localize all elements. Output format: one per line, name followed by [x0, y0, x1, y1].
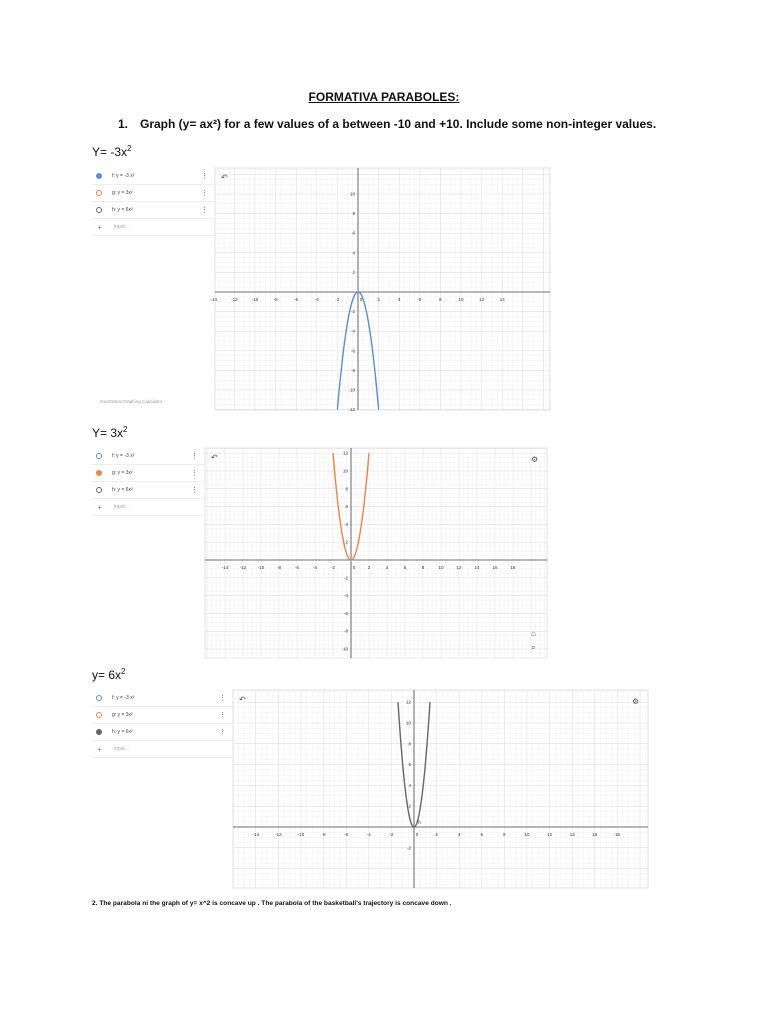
plus-icon[interactable]: + — [97, 502, 102, 512]
x-tick-label: -14 — [221, 565, 229, 570]
more-options-icon[interactable]: ⋮ — [219, 729, 226, 736]
y-tick-label: -10 — [348, 387, 355, 393]
x-tick-label: 12 — [547, 832, 553, 837]
y-tick-label: 6 — [408, 762, 411, 768]
algebra-view — [92, 448, 204, 658]
algebra-expression: g: y = 3x² — [112, 190, 133, 196]
x-tick-label: -6 — [294, 565, 300, 570]
x-tick-label: 12 — [456, 565, 462, 570]
section-label-exponent: 2 — [123, 425, 128, 434]
x-tick-label: 6 — [418, 297, 422, 302]
section-label-1 — [92, 144, 131, 159]
x-tick-label: -2 — [335, 297, 340, 302]
y-tick-label: 12 — [342, 450, 348, 456]
visibility-toggle-icon[interactable] — [96, 695, 102, 701]
x-tick-label: 16 — [492, 565, 498, 570]
geogebra-panel-2[interactable] — [92, 448, 547, 658]
x-tick-label: 14 — [474, 565, 480, 570]
plus-icon[interactable]: + — [97, 744, 102, 754]
x-tick-label: 0 — [415, 832, 419, 837]
y-tick-label: 10 — [342, 468, 348, 474]
graph-view[interactable] — [233, 690, 648, 888]
geogebra-panel-1[interactable] — [92, 168, 550, 413]
page-title: FORMATIVA PARABOLES: — [308, 90, 460, 104]
undo-icon[interactable]: ↶ — [221, 173, 228, 182]
x-tick-label: 8 — [439, 297, 442, 302]
algebra-input-row[interactable] — [92, 499, 204, 516]
x-tick-label: -12 — [239, 565, 247, 570]
x-tick-label: -8 — [273, 297, 278, 302]
x-tick-label: 8 — [503, 832, 506, 837]
algebra-expression: h: y = 6x² — [112, 207, 133, 213]
x-tick-label: 6 — [480, 832, 484, 837]
visibility-toggle-icon[interactable] — [96, 173, 102, 179]
visibility-toggle-icon[interactable] — [96, 207, 102, 213]
section-label-exponent: 2 — [127, 144, 132, 153]
more-options-icon[interactable]: ⋮ — [201, 207, 208, 214]
y-tick-label: 8 — [408, 741, 411, 747]
x-tick-label: -6 — [344, 832, 349, 837]
graph-view[interactable] — [210, 168, 550, 413]
x-tick-label: 12 — [479, 297, 485, 302]
x-tick-label: 16 — [592, 832, 598, 837]
y-tick-label: 8 — [345, 486, 348, 492]
x-tick-label: 18 — [614, 832, 620, 837]
x-tick-label: -4 — [312, 565, 318, 570]
y-tick-label: -12 — [348, 407, 355, 413]
x-tick-label: -2 — [330, 565, 336, 570]
undo-icon[interactable]: ↶ — [211, 453, 218, 462]
y-tick-label: 10 — [349, 191, 355, 197]
y-tick-label: -6 — [343, 610, 348, 616]
x-tick-label: -12 — [275, 832, 282, 837]
visibility-toggle-icon[interactable] — [96, 729, 102, 735]
algebra-input-row[interactable] — [92, 219, 214, 236]
x-tick-label: 6 — [403, 565, 407, 570]
y-tick-label: 6 — [352, 230, 355, 236]
y-tick-label: 8 — [352, 211, 355, 217]
y-tick-label: 4 — [345, 521, 348, 527]
x-tick-label: -2 — [389, 832, 394, 837]
geogebra-panel-3[interactable] — [92, 690, 648, 888]
input-placeholder[interactable]: Input... — [113, 746, 129, 752]
algebra-expression: f: y = -3 x² — [112, 453, 135, 459]
x-tick-label: 14 — [499, 297, 505, 302]
more-options-icon[interactable]: ⋮ — [201, 190, 208, 197]
section-label-text: Y= -3x — [92, 145, 128, 159]
settings-icon[interactable]: ⚙ — [531, 455, 539, 464]
algebra-expression: h: y = 6x² — [112, 729, 133, 735]
x-tick-label: 2 — [435, 832, 438, 837]
algebra-row[interactable] — [92, 482, 204, 499]
question-number: 1. — [118, 117, 129, 131]
visibility-toggle-icon[interactable] — [96, 487, 102, 493]
more-options-icon[interactable]: ⋮ — [191, 470, 198, 477]
more-options-icon[interactable]: ⋮ — [219, 695, 226, 702]
algebra-expression: f: y = -3 x² — [112, 695, 135, 701]
algebra-row[interactable] — [92, 168, 214, 185]
x-tick-label: -4 — [366, 832, 371, 837]
algebra-input-row[interactable] — [92, 741, 232, 758]
x-tick-label: 14 — [569, 832, 575, 837]
algebra-row[interactable] — [92, 202, 214, 219]
geogebra-watermark: GeoGebra Graphing Calculator — [100, 399, 163, 404]
home-icon[interactable]: ⌂ — [531, 629, 536, 638]
algebra-expression: g: y = 3x² — [112, 712, 133, 718]
y-tick-label: -4 — [350, 328, 355, 334]
x-tick-label: 4 — [457, 832, 461, 837]
y-tick-label: 2 — [352, 269, 355, 275]
x-tick-label: -4 — [314, 297, 319, 302]
point-label: h — [418, 820, 421, 826]
x-tick-label: 4 — [397, 297, 401, 302]
x-tick-label: 0 — [352, 565, 356, 570]
y-tick-label: -2 — [350, 309, 355, 315]
section-label-2 — [92, 425, 127, 440]
x-tick-label: -12 — [231, 297, 238, 302]
x-tick-label: -10 — [257, 565, 265, 570]
x-tick-label: -10 — [251, 297, 259, 302]
visibility-toggle-icon[interactable] — [96, 453, 102, 459]
algebra-row[interactable] — [92, 724, 232, 741]
algebra-row[interactable] — [92, 448, 204, 465]
y-tick-label: 2 — [408, 803, 411, 809]
x-tick-label: 2 — [367, 565, 371, 570]
algebra-row[interactable] — [92, 707, 232, 724]
question-text: Graph (y= ax²) for a few values of a between -10 and +10. Include some non-integer values. — [140, 117, 657, 131]
x-tick-label: 8 — [421, 565, 425, 570]
x-tick-label: 0 — [359, 297, 363, 302]
question-1 — [118, 117, 656, 131]
y-tick-label: -2 — [406, 845, 411, 851]
algebra-expression: g: y = 3x² — [112, 470, 133, 476]
y-tick-label: -6 — [350, 348, 355, 354]
algebra-expression: h: y = 6x² — [112, 487, 133, 493]
algebra-row[interactable] — [92, 690, 232, 707]
y-tick-label: 2 — [345, 539, 348, 545]
y-tick-label: -8 — [350, 367, 355, 373]
y-tick-label: 4 — [408, 782, 411, 788]
y-tick-label: -10 — [341, 646, 348, 652]
more-options-icon[interactable]: ⋮ — [219, 712, 226, 719]
x-tick-label: 4 — [385, 565, 389, 570]
input-placeholder[interactable]: Input... — [113, 504, 129, 510]
visibility-toggle-icon[interactable] — [96, 470, 102, 476]
x-tick-label: 2 — [377, 297, 380, 302]
algebra-row[interactable] — [92, 465, 204, 482]
y-tick-label: -2 — [343, 575, 348, 581]
algebra-view — [92, 168, 214, 410]
x-tick-label: 10 — [524, 832, 530, 837]
y-tick-label: -4 — [343, 593, 348, 599]
input-placeholder[interactable]: Input... — [113, 224, 129, 230]
graph-view[interactable] — [205, 448, 547, 658]
y-tick-label: -8 — [343, 628, 348, 634]
section-label-text: y= 6x — [92, 668, 122, 682]
x-tick-label: -10 — [297, 832, 305, 837]
algebra-view — [92, 690, 232, 888]
zoom-icon[interactable]: ⌕ — [531, 643, 536, 652]
algebra-row[interactable] — [92, 185, 214, 202]
x-tick-label: -14 — [252, 832, 260, 837]
section-label-exponent: 2 — [121, 667, 126, 676]
settings-icon[interactable]: ⚙ — [632, 697, 640, 706]
plus-icon[interactable]: + — [97, 222, 102, 232]
section-label-text: Y= 3x — [92, 426, 124, 440]
undo-icon[interactable]: ↶ — [239, 695, 246, 704]
more-options-icon[interactable]: ⋮ — [201, 173, 208, 180]
y-tick-label: 12 — [405, 699, 411, 705]
x-tick-label: 10 — [438, 565, 444, 570]
more-options-icon[interactable]: ⋮ — [191, 487, 198, 494]
x-tick-label: -8 — [321, 832, 326, 837]
more-options-icon[interactable]: ⋮ — [191, 453, 198, 460]
visibility-toggle-icon[interactable] — [96, 712, 102, 718]
answer-2: 2. The parabola ni the graph of y= x^2 is concave up . The parabola of the basketball's trajectory is concave down . — [92, 900, 452, 907]
x-tick-label: 18 — [510, 565, 516, 570]
y-tick-label: 10 — [405, 720, 411, 726]
x-tick-label: -8 — [276, 565, 282, 570]
y-tick-label: 4 — [352, 250, 355, 256]
y-tick-label: 6 — [345, 504, 348, 510]
algebra-expression: f: y = -3 x² — [112, 173, 135, 179]
visibility-toggle-icon[interactable] — [96, 190, 102, 196]
section-label-3 — [92, 667, 125, 682]
x-tick-label: 10 — [458, 297, 464, 302]
x-tick-label: -14 — [210, 297, 218, 302]
x-tick-label: -6 — [294, 297, 299, 302]
